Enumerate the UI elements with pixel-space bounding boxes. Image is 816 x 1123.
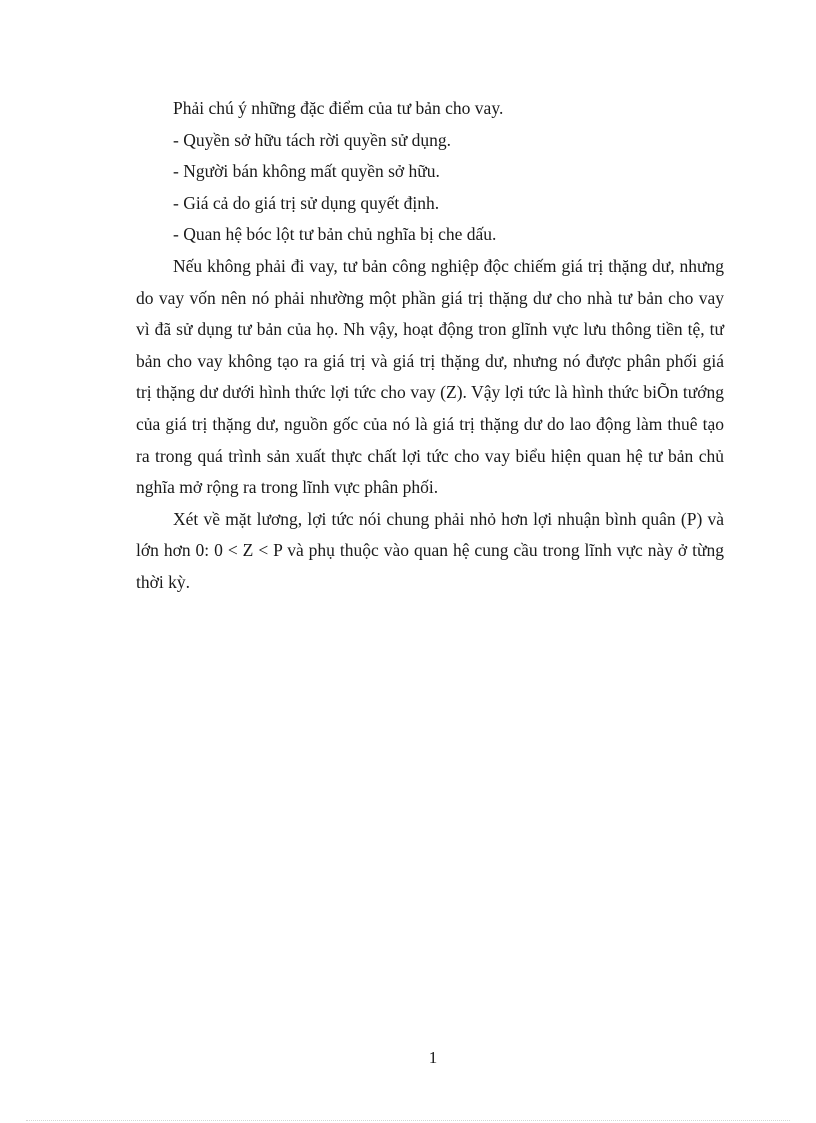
page-body bbox=[136, 93, 724, 599]
paragraph-magnitude: Xét về mặt lương, lợi tức nói chung phải nhỏ hơn lợi nhuận bình quân (P) và lớn hơn 0: 0 < Z < P và phụ thuộc vào quan hệ cung cầu trong lĩnh vực này ở từng thời kỳ. bbox=[136, 508, 724, 592]
paragraph-intro: Phải chú ý những đặc điểm của tư bản cho vay. bbox=[173, 98, 504, 118]
paragraph-interest: Nếu không phải đi vay, tư bản công nghiệp độc chiếm giá trị thặng dư, nhưng do vay vốn nên nó phải nhường một phần giá trị thặng dư cho nhà tư bản cho vay vì đã sử dụng tư bản của họ. Nh vậy, hoạt động tron glĩnh vực lưu thông tiền tệ, tư bản cho vay không tạo ra giá trị và giá trị thặng dư, nhưng nó được phân phối giá trị thặng dư dưới hình thức lợi tức cho vay (Z). Vậy lợi tức là hình thức biÕn tướng của giá trị thặng dư, nguồn gốc của nó là giá trị thặng dư do lao động làm thuê tạo ra trong quá trình sản xuất thực chất lợi tức cho vay biểu hiện quan hệ tư bản chủ nghĩa mở rộng ra trong lĩnh vực phân phối. bbox=[136, 255, 724, 498]
footer-divider bbox=[26, 1120, 790, 1121]
list-item-ownership: - Quyền sở hữu tách rời quyền sử dụng. bbox=[173, 129, 452, 150]
page-number: 1 bbox=[428, 1048, 438, 1067]
list-item-seller: - Người bán không mất quyền sở hữu. bbox=[173, 161, 440, 182]
list-item-price: - Giá cả do giá trị sử dụng quyết định. bbox=[173, 192, 440, 213]
list-item-exploitation: - Quan hệ bóc lột tư bản chủ nghĩa bị che dấu. bbox=[173, 224, 497, 245]
